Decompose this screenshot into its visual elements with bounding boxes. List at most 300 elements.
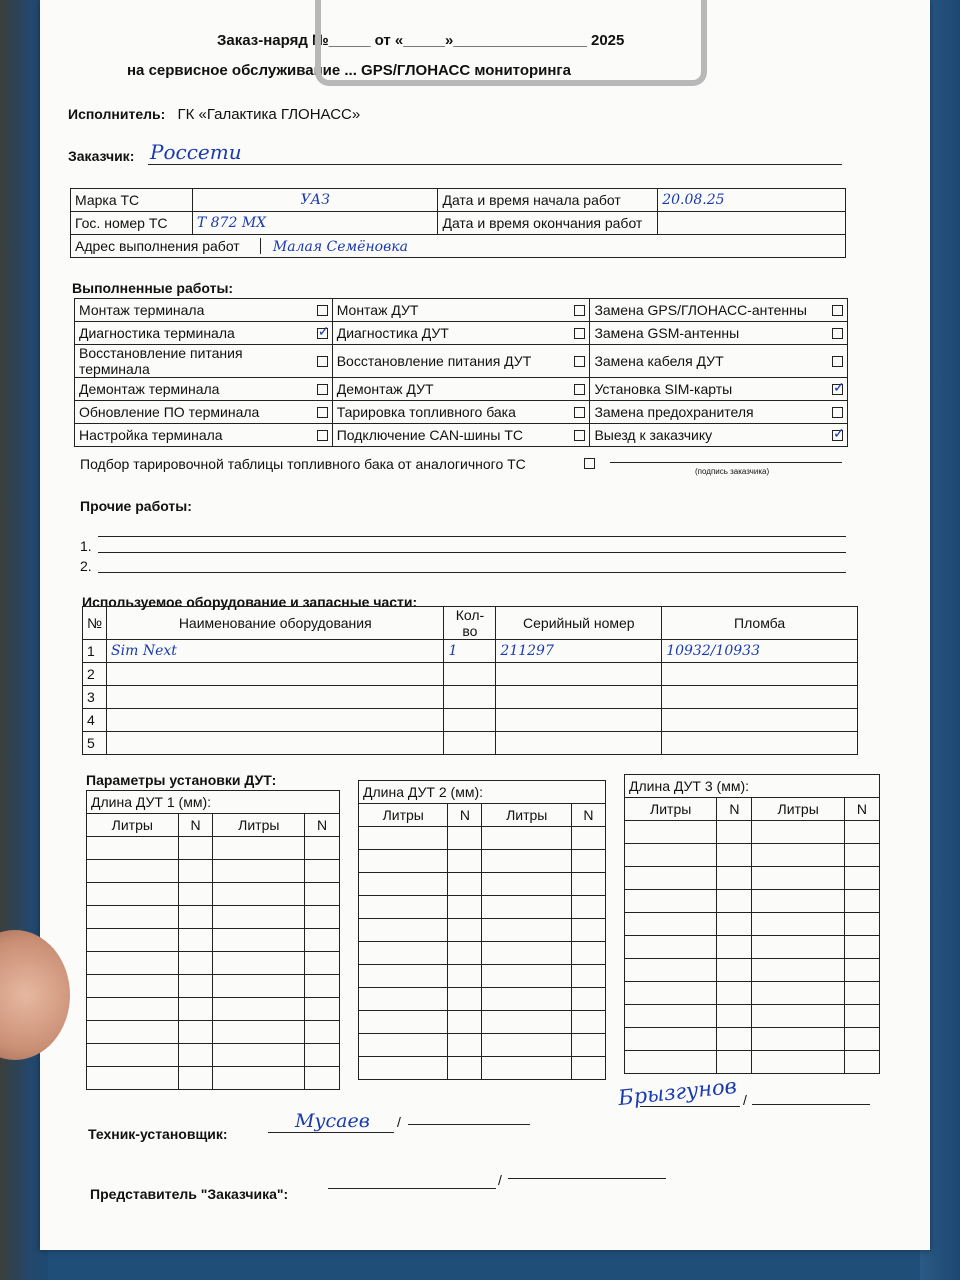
work-checkbox[interactable] [832,407,843,418]
equipment-header: Кол-во [444,607,496,640]
dut-cell[interactable] [752,1005,844,1028]
dut-cell[interactable] [87,837,179,860]
dut-cell[interactable] [87,998,179,1021]
dut-cell[interactable] [213,906,305,929]
dut-cell[interactable] [359,896,448,919]
dut-cell[interactable] [448,1011,482,1034]
other-works-line-top [98,536,846,537]
dut-cell[interactable] [178,952,213,975]
brand-label: Марка ТС [71,189,193,212]
dut-row [625,1051,880,1074]
dut-col-header: Литры [625,798,717,821]
start-value[interactable]: 20.08.25 [658,189,846,212]
dut-cell[interactable] [844,867,879,890]
equipment-header: № [83,607,107,640]
work-checkbox[interactable] [832,328,843,339]
equipment-cell[interactable] [107,663,444,686]
equipment-cell[interactable] [107,709,444,732]
dut-row [625,890,880,913]
dut-cell[interactable] [448,965,482,988]
dut-cell[interactable] [178,1044,213,1067]
dut-cell[interactable] [87,952,179,975]
other-works-num-1: 1. [80,538,92,554]
dut-cell[interactable] [87,860,179,883]
equipment-row [83,732,858,755]
dut-cell[interactable] [717,959,752,982]
dut-caption: Длина ДУТ 2 (мм): [359,781,606,804]
work-label: Демонтаж терминала [79,381,220,397]
dut-cell[interactable] [359,942,448,965]
tariff-checkbox[interactable] [584,458,595,469]
dut-cell[interactable] [844,982,879,1005]
dut-row [625,821,880,844]
work-label: Установка SIM-карты [594,381,733,397]
equipment-cell[interactable] [444,732,496,755]
rep-sign-line-2[interactable] [508,1178,666,1179]
dut-col-header: Литры [482,804,571,827]
dut-cell[interactable] [482,965,571,988]
dut-cell[interactable] [448,850,482,873]
dut-cell[interactable] [571,896,605,919]
works-cell [332,299,590,322]
works-cell [75,401,333,424]
dut-row [359,919,606,942]
equipment-cell: 2 [83,663,107,686]
dut-cell[interactable] [305,906,340,929]
dut-cell[interactable] [87,1044,179,1067]
work-label: Подключение CAN-шины ТС [336,427,523,443]
dut-cell[interactable] [717,1051,752,1074]
equipment-cell: 5 [83,732,107,755]
works-cell [590,299,848,322]
dut-table-2 [358,780,606,1080]
dut-cell[interactable] [571,919,605,942]
dut-cell[interactable] [482,942,571,965]
dut-cell[interactable] [482,873,571,896]
work-checkbox[interactable] [574,305,585,316]
dut-cell[interactable] [571,942,605,965]
executor-label: Исполнитель: [68,106,166,122]
dut-row [625,913,880,936]
dut-row [359,1034,606,1057]
dut-cell[interactable] [571,988,605,1011]
dut-caption: Длина ДУТ 1 (мм): [87,791,340,814]
equipment-cell[interactable] [496,686,662,709]
work-checkbox[interactable] [574,407,585,418]
work-label: Тарировка топливного бака [336,404,516,420]
dut-title: Параметры установки ДУТ: [86,772,277,788]
dut-cell[interactable] [844,1028,879,1051]
signature-caption: (подпись заказчика) [695,467,770,476]
customer-line [148,164,842,165]
dut-row [359,942,606,965]
equipment-cell[interactable] [662,686,858,709]
dut-cell[interactable] [625,821,717,844]
dut-cell[interactable] [571,1034,605,1057]
dut-cell[interactable] [571,1011,605,1034]
dut-cell[interactable] [625,959,717,982]
dut-cell[interactable] [752,844,844,867]
dut-cell[interactable] [752,821,844,844]
work-label: Замена предохранителя [594,404,754,420]
work-checkbox[interactable] [574,328,585,339]
equipment-row [83,686,858,709]
dut-cell[interactable] [717,1005,752,1028]
dut-cell[interactable] [359,850,448,873]
dut-row [87,998,340,1021]
equipment-cell: 1 [83,640,107,663]
vehicle-table [70,188,846,258]
dut-cell[interactable] [359,965,448,988]
dut-cell[interactable] [625,982,717,1005]
dut-cell[interactable] [844,959,879,982]
address-label: Адрес выполнения работ [71,238,261,254]
dut-cell[interactable] [717,821,752,844]
dut-cell[interactable] [213,952,305,975]
other-works-line-1[interactable] [98,552,846,553]
dut-cell[interactable] [87,906,179,929]
dut-row [625,844,880,867]
dut-row [625,936,880,959]
works-cell [332,378,590,401]
dut-cell[interactable] [482,827,571,850]
dut-cell[interactable] [482,919,571,942]
works-cell [75,322,333,345]
dut-col-header: Литры [752,798,844,821]
dut-cell[interactable] [752,1051,844,1074]
dut-cell[interactable] [213,1044,305,1067]
equipment-cell[interactable] [662,732,858,755]
dut-row [87,1067,340,1090]
dut-cell[interactable] [625,1051,717,1074]
dut-cell[interactable] [571,827,605,850]
end-value[interactable] [658,212,846,235]
dut-cell[interactable] [178,883,213,906]
equipment-row [83,640,858,663]
other-works-line-2[interactable] [98,572,846,573]
dut-cell[interactable] [625,1005,717,1028]
dut-cell[interactable] [87,1067,179,1090]
equipment-cell[interactable] [662,709,858,732]
dut-cell[interactable] [87,975,179,998]
dut-col-header: Литры [359,804,448,827]
dut-cell[interactable] [305,883,340,906]
work-checkbox[interactable] [832,305,843,316]
dut-cell[interactable] [213,883,305,906]
work-checkbox[interactable] [574,430,585,441]
dut-cell[interactable] [752,913,844,936]
equipment-row [83,663,858,686]
equipment-cell[interactable] [444,709,496,732]
dut-table-1 [86,790,340,1090]
dut-cell[interactable] [571,1057,605,1080]
dut-cell[interactable] [178,1067,213,1090]
work-label: Восстановление питания ДУТ [336,353,532,369]
tech-sign-line-1[interactable] [268,1132,394,1133]
dut-cell[interactable] [752,982,844,1005]
dut-cell[interactable] [305,1067,340,1090]
dut-col-header: N [448,804,482,827]
dut-cell[interactable] [359,1034,448,1057]
dut-cell[interactable] [213,860,305,883]
equipment-cell[interactable] [496,709,662,732]
work-order-form [40,0,930,1250]
work-checkbox[interactable] [574,384,585,395]
work-label: Монтаж терминала [79,302,205,318]
rep-sign-line-1[interactable] [328,1188,496,1189]
dut-cell[interactable] [844,936,879,959]
dut-cell[interactable] [448,1057,482,1080]
dut-cell[interactable] [305,837,340,860]
dut-cell[interactable] [752,1028,844,1051]
work-checkbox[interactable] [574,356,585,367]
dut-cell[interactable] [482,1057,571,1080]
dut-cell[interactable] [482,896,571,919]
tech-sign-line-2[interactable] [408,1124,530,1125]
tech-signature: Мусаев [295,1110,370,1132]
sign-line-3[interactable] [640,1106,740,1107]
dut-cell[interactable] [717,890,752,913]
work-checkbox[interactable] [317,407,328,418]
equipment-row [83,709,858,732]
dut-cell[interactable] [213,1021,305,1044]
dut-cell[interactable] [482,850,571,873]
equipment-cell[interactable] [107,732,444,755]
dut-cell[interactable] [844,1005,879,1028]
works-cell [332,345,590,378]
dut-cell[interactable] [482,1034,571,1057]
dut-cell[interactable] [571,965,605,988]
dut-cell[interactable] [359,1011,448,1034]
works-cell [75,424,333,447]
dut-row [359,965,606,988]
dut-cell[interactable] [717,936,752,959]
dut-cell[interactable] [305,952,340,975]
works-cell [590,345,848,378]
tariff-label: Подбор тарировочной таблицы топливного бака от аналогичного ТС [80,456,526,472]
dut-row [625,1028,880,1051]
dut-cell[interactable] [178,860,213,883]
dut-row [359,1057,606,1080]
dut-cell[interactable] [305,860,340,883]
equipment-cell[interactable]: 1 [444,640,496,663]
dut-cell[interactable] [178,1021,213,1044]
dut-cell[interactable] [482,1011,571,1034]
dut-cell[interactable] [359,1057,448,1080]
dut-cell[interactable] [213,975,305,998]
works-cell [590,424,848,447]
dut-col-header: N [178,814,213,837]
work-label: Замена кабеля ДУТ [594,353,724,369]
dut-cell[interactable] [213,1067,305,1090]
dut-cell[interactable] [305,929,340,952]
dut-col-header: N [844,798,879,821]
dut-row [87,837,340,860]
dut-cell[interactable] [625,890,717,913]
dut-row [359,850,606,873]
dut-cell[interactable] [752,959,844,982]
dut-cell[interactable] [178,929,213,952]
equipment-cell[interactable] [496,663,662,686]
rep-label: Представитель "Заказчика": [90,1186,289,1202]
dut-cell[interactable] [305,998,340,1021]
dut-cell[interactable] [844,890,879,913]
work-label: Замена GSM-антенны [594,325,740,341]
dut-row [625,959,880,982]
equipment-cell[interactable] [662,663,858,686]
plate-label: Гос. номер ТС [71,212,193,235]
equipment-cell[interactable] [496,732,662,755]
dut-row [359,1011,606,1034]
dut-cell[interactable] [752,867,844,890]
sign-line-4[interactable] [752,1104,870,1105]
dut-cell[interactable] [213,998,305,1021]
equipment-cell: 4 [83,709,107,732]
work-label: Демонтаж ДУТ [336,381,434,397]
work-checkbox[interactable] [832,384,843,395]
second-signature: Брызгунов [617,1073,738,1111]
dut-col-header: N [717,798,752,821]
dut-cell[interactable] [625,867,717,890]
dut-cell[interactable] [359,827,448,850]
dut-cell[interactable] [625,913,717,936]
work-checkbox[interactable] [317,384,328,395]
dut-col-header: N [305,814,340,837]
works-cell [590,401,848,424]
dut-cell[interactable] [87,883,179,906]
dut-cell[interactable] [448,942,482,965]
dut-row [625,982,880,1005]
works-cell [75,378,333,401]
dut-row [625,867,880,890]
equipment-cell[interactable] [444,663,496,686]
work-checkbox[interactable] [317,356,328,367]
dut-col-header: Литры [87,814,179,837]
works-title: Выполненные работы: [72,280,234,296]
dut-cell[interactable] [717,982,752,1005]
dut-cell[interactable] [482,988,571,1011]
dut-cell[interactable] [359,873,448,896]
work-checkbox[interactable] [317,328,328,339]
dut-row [359,873,606,896]
dut-row [87,929,340,952]
equipment-cell[interactable] [444,686,496,709]
dut-row [87,906,340,929]
other-works-num-2: 2. [80,558,92,574]
dut-row [87,975,340,998]
tech-label: Техник-установщик: [88,1126,228,1142]
works-table [74,298,848,447]
equipment-cell[interactable]: 10932/10933 [662,640,858,663]
sign-slash-2: / [743,1092,747,1108]
dut-cell[interactable] [178,906,213,929]
dut-cell[interactable] [178,998,213,1021]
work-label: Выезд к заказчику [594,427,713,443]
works-cell [75,299,333,322]
dut-cell[interactable] [717,1028,752,1051]
dut-cell[interactable] [305,975,340,998]
brand-value[interactable]: УАЗ [192,189,438,212]
equipment-header: Наименование оборудования [107,607,444,640]
dut-cell[interactable] [448,988,482,1011]
work-checkbox[interactable] [832,356,843,367]
address-value[interactable]: Малая Семёновка [272,238,408,255]
dut-cell[interactable] [717,867,752,890]
works-cell [332,322,590,345]
executor-row [68,106,360,123]
dut-cell[interactable] [625,936,717,959]
dut-cell[interactable] [178,975,213,998]
dut-cell[interactable] [87,1021,179,1044]
customer-value[interactable]: Россети [150,140,242,164]
equipment-cell[interactable] [107,686,444,709]
work-label: Монтаж ДУТ [336,302,419,318]
equipment-header: Серийный номер [496,607,662,640]
dut-row [359,988,606,1011]
dut-cell[interactable] [625,844,717,867]
dut-cell[interactable] [359,988,448,1011]
dut-cell[interactable] [448,873,482,896]
dut-row [625,1005,880,1028]
plate-value[interactable]: Т 872 МХ [192,212,438,235]
executor-value: ГК «Галактика ГЛОНАСС» [177,106,361,123]
dut-caption: Длина ДУТ 3 (мм): [625,775,880,798]
dut-cell[interactable] [178,837,213,860]
dut-cell[interactable] [571,873,605,896]
dut-cell[interactable] [213,837,305,860]
equipment-cell[interactable]: 211297 [496,640,662,663]
dut-table-3 [624,774,880,1074]
dut-cell[interactable] [213,929,305,952]
dut-cell[interactable] [448,827,482,850]
work-label: Диагностика ДУТ [336,325,449,341]
dut-row [87,1044,340,1067]
works-cell [590,378,848,401]
dut-cell[interactable] [448,1034,482,1057]
dut-cell[interactable] [844,913,879,936]
work-label: Настройка терминала [79,427,223,443]
dut-cell[interactable] [717,844,752,867]
dut-cell[interactable] [448,896,482,919]
dut-cell[interactable] [359,919,448,942]
dut-cell[interactable] [305,1044,340,1067]
dut-cell[interactable] [448,919,482,942]
work-checkbox[interactable] [832,430,843,441]
dut-cell[interactable] [844,844,879,867]
work-label: Замена GPS/ГЛОНАСС-антенны [594,302,807,318]
works-cell [332,424,590,447]
dut-cell[interactable] [844,1051,879,1074]
dut-cell[interactable] [844,821,879,844]
dut-cell[interactable] [571,850,605,873]
dut-cell[interactable] [752,936,844,959]
work-label: Обновление ПО терминала [79,404,260,420]
dut-cell[interactable] [625,1028,717,1051]
dut-cell[interactable] [305,1021,340,1044]
dut-cell[interactable] [752,890,844,913]
dut-col-header: N [571,804,605,827]
equipment-header: Пломба [662,607,858,640]
work-checkbox[interactable] [317,430,328,441]
equipment-table [82,606,858,755]
equipment-cell[interactable]: Sim Next [107,640,444,663]
dut-row [87,860,340,883]
dut-cell[interactable] [717,913,752,936]
work-checkbox[interactable] [317,305,328,316]
rep-slash: / [498,1172,502,1188]
dut-row [359,827,606,850]
dut-cell[interactable] [87,929,179,952]
